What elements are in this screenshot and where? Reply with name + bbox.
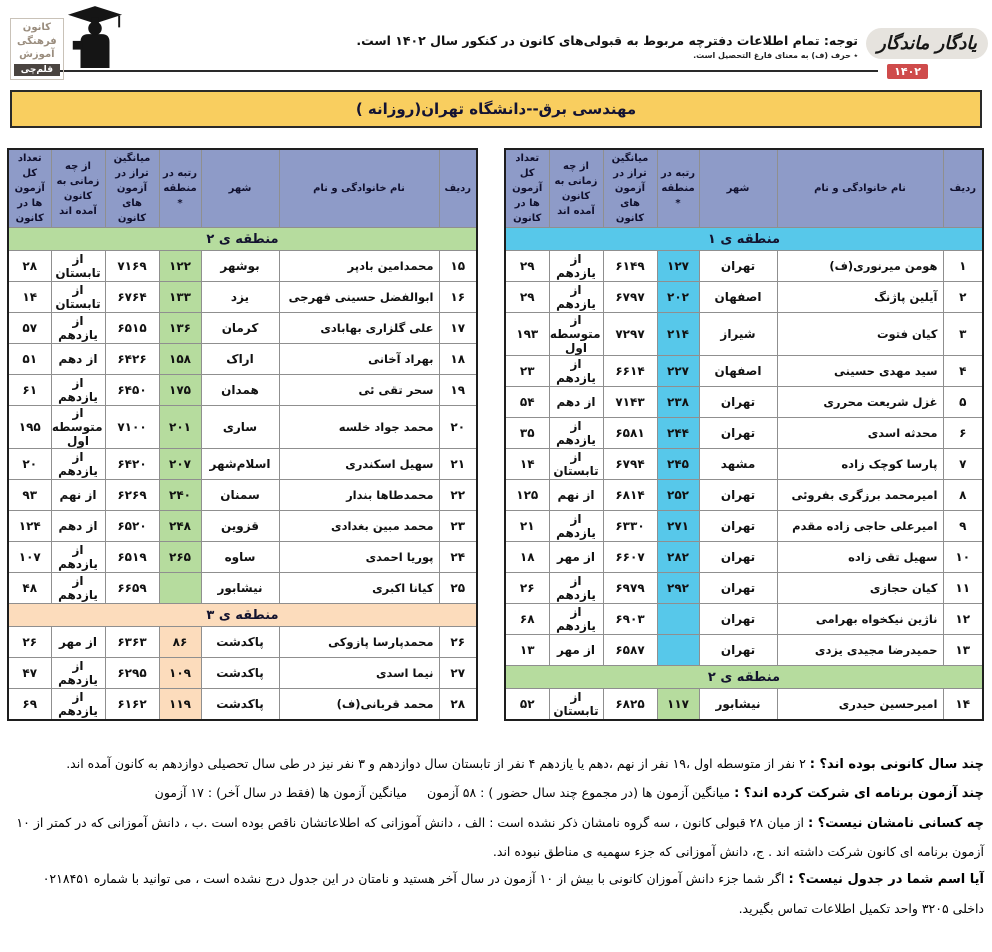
page-title-banner (10, 90, 982, 128)
column-header: میانگین تراز در آزمون های کانون (105, 149, 159, 228)
cell-row-number: ۱۸ (439, 344, 477, 375)
cell-name: علی گلزاری بهابادی (279, 313, 439, 344)
footnote-label: چه کسانی نامشان نیست؟ : (808, 815, 984, 831)
cell-city: اراک (201, 344, 279, 375)
cell-row-number: ۱۰ (943, 542, 983, 573)
cell-region-rank: ۱۳۶ (159, 313, 201, 344)
cell-since-when: از یازدهم (51, 542, 105, 573)
cell-total-exams: ۵۷ (8, 313, 51, 344)
cell-name: هومن میرنوری(ف) (777, 251, 943, 282)
cell-since-when: از یازدهم (51, 658, 105, 689)
cell-name: امیرحسین حیدری (777, 689, 943, 721)
cell-since-when: از یازدهم (549, 418, 603, 449)
column-header: رتبه در منطقه * (159, 149, 201, 228)
cell-region-rank: ۸۶ (159, 627, 201, 658)
cell-region-rank: ۲۰۱ (159, 406, 201, 449)
cell-city: نیشابور (699, 689, 777, 721)
cell-average-score: ۶۳۶۳ (105, 627, 159, 658)
cell-city: قزوین (201, 511, 279, 542)
cell-since-when: از مهر (549, 635, 603, 666)
footnote-label: چند آزمون برنامه ای شرکت کرده اند؟ : (734, 786, 984, 802)
cell-city: تهران (699, 573, 777, 604)
cell-total-exams: ۲۶ (8, 627, 51, 658)
cell-name: محمد مبین بغدادی (279, 511, 439, 542)
cell-since-when: از یازدهم (51, 313, 105, 344)
cell-average-score: ۶۹۰۳ (603, 604, 657, 635)
cell-row-number: ۸ (943, 480, 983, 511)
cell-total-exams: ۶۸ (505, 604, 549, 635)
cell-name: سهیل تقی زاده (777, 542, 943, 573)
cell-name: محدثه اسدی (777, 418, 943, 449)
header-note (298, 33, 858, 60)
table-row (8, 375, 477, 406)
cell-average-score: ۷۱۶۹ (105, 251, 159, 282)
cell-city: تهران (699, 418, 777, 449)
cell-name: سحر تقی ئی (279, 375, 439, 406)
cell-since-when: از مهر (549, 542, 603, 573)
cell-row-number: ۲ (943, 282, 983, 313)
column-header: شهر (699, 149, 777, 228)
table-row (505, 387, 983, 418)
footnote-text: میانگین آزمون ها (در مجموع چند سال حضور ) : ۵۸ آزمون میانگین آزمون ها (فقط در سال آخر) : ۱۷ آزمون (154, 785, 731, 801)
cell-average-score: ۶۵۲۰ (105, 511, 159, 542)
cell-average-score: ۶۴۲۶ (105, 344, 159, 375)
table-row (505, 449, 983, 480)
cell-name: سهیل اسکندری (279, 449, 439, 480)
cell-city: بوشهر (201, 251, 279, 282)
cell-region-rank: ۱۰۹ (159, 658, 201, 689)
cell-city: تهران (699, 387, 777, 418)
footnote-label: چند سال کانونی بوده اند؟ : (809, 757, 984, 772)
cell-since-when: از دهم (51, 511, 105, 542)
cell-average-score: ۶۱۴۹ (603, 251, 657, 282)
cell-total-exams: ۲۱ (505, 511, 549, 542)
cell-region-rank: ۲۸۲ (657, 542, 699, 573)
cell-row-number: ۵ (943, 387, 983, 418)
cell-city: تهران (699, 604, 777, 635)
cell-city: شیراز (699, 313, 777, 356)
cell-region-rank: ۲۹۲ (657, 573, 699, 604)
cell-total-exams: ۴۷ (8, 658, 51, 689)
kanoon-logo-text (10, 18, 64, 80)
table-header-row (505, 149, 983, 228)
cell-region-rank: ۱۱۹ (159, 689, 201, 721)
cell-average-score: ۶۱۶۲ (105, 689, 159, 721)
footnote-text: ۲ نفر از متوسطه اول ،۱۹ نفر از نهم ،دهم یا یازدهم ۴ نفر از تابستان سال دوازدهم و ۳ نفر نیز در طی سال تحصیلی دوازدهم به کانون آمده اند. (66, 756, 806, 771)
cell-total-exams: ۱۲۴ (8, 511, 51, 542)
footnote-text: اگر شما جزء دانش آموزان کانونی با بیش از ۱۰ آزمون در سال آخر هستید و نامتان در این جدول درج نشده است ، می توانید با شماره ۰۲۱۸۴۵۱ داخلی ۳۲۰۵ واحد تکمیل اطلاعات تماس بگیرید. (42, 871, 984, 916)
cell-since-when: از تابستان (549, 449, 603, 480)
cell-average-score: ۶۲۹۵ (105, 658, 159, 689)
region-band-label: منطقه ی ۱ (505, 228, 983, 251)
cell-total-exams: ۱۴ (8, 282, 51, 313)
column-header: میانگین تراز در آزمون های کانون (603, 149, 657, 228)
cell-average-score: ۶۸۱۴ (603, 480, 657, 511)
cell-average-score: ۶۲۶۹ (105, 480, 159, 511)
cell-row-number: ۲۱ (439, 449, 477, 480)
cell-since-when: از یازدهم (51, 689, 105, 721)
cell-row-number: ۲۵ (439, 573, 477, 604)
cell-region-rank: ۲۴۰ (159, 480, 201, 511)
cell-row-number: ۴ (943, 356, 983, 387)
cell-row-number: ۲۴ (439, 542, 477, 573)
cell-region-rank: ۲۱۴ (657, 313, 699, 356)
cell-region-rank: ۲۰۷ (159, 449, 201, 480)
cell-total-exams: ۲۹ (505, 251, 549, 282)
results-table-right-wrap (505, 148, 984, 721)
cell-since-when: از یازدهم (549, 511, 603, 542)
table-row (8, 689, 477, 721)
footnote-label: آیا اسم شما در جدول نیست؟ : (788, 872, 984, 888)
cell-total-exams: ۴۸ (8, 573, 51, 604)
cell-city: ساری (201, 406, 279, 449)
table-row (505, 573, 983, 604)
cell-average-score: ۷۱۰۰ (105, 406, 159, 449)
cell-name: محمدپارسا پازوکی (279, 627, 439, 658)
cell-since-when: از مهر (51, 627, 105, 658)
page-title: مهندسی برق--دانشگاه تهران(روزانه ) (355, 100, 637, 118)
cell-total-exams: ۳۵ (505, 418, 549, 449)
table-row (8, 658, 477, 689)
cell-total-exams: ۱۸ (505, 542, 549, 573)
column-header: تعداد کل آزمون ها در کانون (8, 149, 51, 228)
cell-row-number: ۱۱ (943, 573, 983, 604)
table-row (8, 449, 477, 480)
cell-city: سمنان (201, 480, 279, 511)
cell-since-when: از نهم (51, 480, 105, 511)
column-header: نام خانوادگی و نام (777, 149, 943, 228)
cell-city: همدان (201, 375, 279, 406)
cell-since-when: از متوسطه اول (51, 406, 105, 449)
cell-region-rank: ۲۳۸ (657, 387, 699, 418)
cell-row-number: ۱ (943, 251, 983, 282)
cell-region-rank: ۲۶۵ (159, 542, 201, 573)
table-row (505, 635, 983, 666)
cell-city: تهران (699, 542, 777, 573)
cell-name: حمیدرضا مجیدی یزدی (777, 635, 943, 666)
footnote-paragraph (8, 809, 984, 866)
cell-since-when: از یازدهم (549, 356, 603, 387)
cell-row-number: ۱۵ (439, 251, 477, 282)
cell-region-rank: ۲۲۷ (657, 356, 699, 387)
results-table-rows-15-28 (7, 148, 478, 721)
cell-name: امیرعلی حاجی زاده مقدم (777, 511, 943, 542)
cell-since-when: از یازدهم (549, 604, 603, 635)
cell-average-score: ۶۷۹۷ (603, 282, 657, 313)
column-header: ردیف (943, 149, 983, 228)
cell-row-number: ۱۶ (439, 282, 477, 313)
table-row (505, 418, 983, 449)
cell-total-exams: ۲۹ (505, 282, 549, 313)
cell-region-rank: ۱۵۸ (159, 344, 201, 375)
cell-average-score: ۶۹۷۹ (603, 573, 657, 604)
cell-total-exams: ۱۹۵ (8, 406, 51, 449)
cell-city: نیشابور (201, 573, 279, 604)
column-header: از چه زمانی به کانون آمده اند (549, 149, 603, 228)
cell-region-rank: ۱۱۷ (657, 689, 699, 721)
cell-city: اصفهان (699, 282, 777, 313)
cell-since-when: از یازدهم (549, 573, 603, 604)
cell-since-when: از تابستان (51, 251, 105, 282)
footnote-paragraph (8, 750, 984, 779)
cell-average-score: ۶۶۵۹ (105, 573, 159, 604)
region-band-label: منطقه ی ۲ (505, 666, 983, 689)
kanoon-logo-line: آموزش (19, 49, 55, 60)
cell-region-rank (657, 604, 699, 635)
cell-row-number: ۲۸ (439, 689, 477, 721)
cell-region-rank: ۲۴۸ (159, 511, 201, 542)
footnote-paragraph (8, 865, 984, 922)
cell-city: پاکدشت (201, 689, 279, 721)
cell-average-score: ۶۴۲۰ (105, 449, 159, 480)
cell-row-number: ۷ (943, 449, 983, 480)
cell-average-score: ۶۷۶۴ (105, 282, 159, 313)
cell-region-rank: ۲۰۲ (657, 282, 699, 313)
cell-name: محمد جواد خلسه (279, 406, 439, 449)
cell-total-exams: ۵۴ (505, 387, 549, 418)
cell-row-number: ۹ (943, 511, 983, 542)
table-row (8, 542, 477, 573)
cell-total-exams: ۱۴ (505, 449, 549, 480)
cell-name: آیلین پاژنگ (777, 282, 943, 313)
cell-name: بهراد آخانی (279, 344, 439, 375)
cell-city: کرمان (201, 313, 279, 344)
cell-row-number: ۱۴ (943, 689, 983, 721)
results-table-left-wrap (8, 148, 478, 721)
cell-average-score: ۶۳۳۰ (603, 511, 657, 542)
cell-region-rank: ۲۴۴ (657, 418, 699, 449)
cell-name: ناژین نیکخواه بهرامی (777, 604, 943, 635)
cell-name: محمدطاها بندار (279, 480, 439, 511)
cell-name: کیان حجازی (777, 573, 943, 604)
cell-region-rank: ۱۲۷ (657, 251, 699, 282)
table-row (505, 604, 983, 635)
cell-average-score: ۶۵۸۱ (603, 418, 657, 449)
cell-row-number: ۲۲ (439, 480, 477, 511)
cell-row-number: ۱۳ (943, 635, 983, 666)
cell-region-rank: ۲۵۲ (657, 480, 699, 511)
region-band-row (505, 228, 983, 251)
cell-row-number: ۲۶ (439, 627, 477, 658)
cell-since-when: از دهم (549, 387, 603, 418)
cell-row-number: ۲۰ (439, 406, 477, 449)
cell-average-score: ۶۵۱۹ (105, 542, 159, 573)
cell-total-exams: ۲۰ (8, 449, 51, 480)
cell-name: محمدامین بادپر (279, 251, 439, 282)
yadegar-logo (866, 28, 988, 78)
table-row (505, 282, 983, 313)
cell-total-exams: ۹۳ (8, 480, 51, 511)
note-line-1: توجه: تمام اطلاعات دفترچه مربوط به قبولی‌های کانون در کنکور سال ۱۴۰۲ است. (356, 33, 858, 48)
table-row (505, 480, 983, 511)
column-header: ردیف (439, 149, 477, 228)
cell-name: پارسا کوچک زاده (777, 449, 943, 480)
cell-name: کیانا اکبری (279, 573, 439, 604)
cell-since-when: از یازدهم (549, 251, 603, 282)
yadegar-logo-title: یادگار ماندگار (866, 28, 988, 59)
cell-city: تهران (699, 480, 777, 511)
cell-row-number: ۳ (943, 313, 983, 356)
table-row (8, 627, 477, 658)
cell-row-number: ۲۷ (439, 658, 477, 689)
table-row (8, 313, 477, 344)
cell-total-exams: ۵۲ (505, 689, 549, 721)
cell-city: پاکدشت (201, 658, 279, 689)
cell-city: تهران (699, 635, 777, 666)
cell-average-score: ۷۱۴۳ (603, 387, 657, 418)
cell-average-score: ۶۶۰۷ (603, 542, 657, 573)
cell-city: اصفهان (699, 356, 777, 387)
table-header-row (8, 149, 477, 228)
cell-row-number: ۱۲ (943, 604, 983, 635)
cell-region-rank: ۱۳۳ (159, 282, 201, 313)
region-band-label: منطقه ی ۳ (8, 604, 477, 627)
kanoon-logo-line: کانون (22, 22, 51, 33)
cell-total-exams: ۱۲۵ (505, 480, 549, 511)
region-band-row (8, 604, 477, 627)
cell-city: پاکدشت (201, 627, 279, 658)
cell-average-score: ۶۴۵۰ (105, 375, 159, 406)
cell-row-number: ۱۷ (439, 313, 477, 344)
cell-region-rank: ۱۲۲ (159, 251, 201, 282)
table-row (8, 573, 477, 604)
table-row (8, 251, 477, 282)
table-row (505, 356, 983, 387)
cell-region-rank (159, 573, 201, 604)
column-header: رتبه در منطقه * (657, 149, 699, 228)
results-table-rows-1-14 (504, 148, 984, 721)
kanoon-logo (10, 4, 124, 80)
cell-name: امیرمحمد برزگری بفروئی (777, 480, 943, 511)
cell-city: اسلام‌شهر (201, 449, 279, 480)
table-row (8, 511, 477, 542)
cell-row-number: ۲۳ (439, 511, 477, 542)
table-row (505, 542, 983, 573)
table-row (8, 480, 477, 511)
table-row (8, 406, 477, 449)
cell-name: محمد قربانی(ف) (279, 689, 439, 721)
cell-total-exams: ۵۱ (8, 344, 51, 375)
kanoon-logo-line: فرهنگی (17, 35, 57, 47)
cell-average-score: ۶۷۹۴ (603, 449, 657, 480)
column-header: نام خانوادگی و نام (279, 149, 439, 228)
cell-region-rank: ۱۷۵ (159, 375, 201, 406)
cell-region-rank: ۲۴۵ (657, 449, 699, 480)
cell-since-when: از دهم (51, 344, 105, 375)
cell-name: پوریا احمدی (279, 542, 439, 573)
cell-name: سید مهدی حسینی (777, 356, 943, 387)
year-badge: ۱۴۰۲ (885, 62, 930, 81)
cell-average-score: ۶۵۱۵ (105, 313, 159, 344)
cell-region-rank: ۲۷۱ (657, 511, 699, 542)
cell-total-exams: ۱۹۳ (505, 313, 549, 356)
cell-total-exams: ۶۱ (8, 375, 51, 406)
cell-city: تهران (699, 251, 777, 282)
region-band-row (8, 228, 477, 251)
table-row (8, 282, 477, 313)
note-line-2: ٭ حرف (ف) به معنای فارغ التحصیل است. (693, 51, 858, 60)
footnotes (8, 750, 984, 922)
cell-total-exams: ۱۳ (505, 635, 549, 666)
region-band-row (505, 666, 983, 689)
cell-total-exams: ۶۹ (8, 689, 51, 721)
cell-total-exams: ۲۸ (8, 251, 51, 282)
cell-name: نیما اسدی (279, 658, 439, 689)
cell-name: ابوالفضل حسینی فهرجی (279, 282, 439, 313)
cell-total-exams: ۲۶ (505, 573, 549, 604)
cell-since-when: از تابستان (549, 689, 603, 721)
cell-name: کیان فتوت (777, 313, 943, 356)
cell-city: ساوه (201, 542, 279, 573)
cell-average-score: ۷۲۹۷ (603, 313, 657, 356)
footnote-text: از میان ۲۸ قبولی کانون ، سه گروه نامشان ذکر نشده است : الف ، دانش آموزانی که اطلاعاتشان ناقص بوده است .ب ، دانش آموزانی که در کمتر از ۱۰ آزمون برنامه ای کانون شرکت داشته اند . ج، دانش آموزانی که جزء سهمیه ی مناطق نبوده اند. (16, 814, 984, 859)
table-row (505, 689, 983, 721)
table-row (505, 313, 983, 356)
cell-city: تهران (699, 511, 777, 542)
header-divider (28, 70, 878, 72)
cell-name: غزل شریعت محرری (777, 387, 943, 418)
cell-row-number: ۱۹ (439, 375, 477, 406)
cell-total-exams: ۲۳ (505, 356, 549, 387)
column-header: از چه زمانی به کانون آمده اند (51, 149, 105, 228)
table-row (505, 251, 983, 282)
cell-average-score: ۶۶۱۴ (603, 356, 657, 387)
region-band-label: منطقه ی ۲ (8, 228, 477, 251)
cell-since-when: از یازدهم (51, 449, 105, 480)
cell-total-exams: ۱۰۷ (8, 542, 51, 573)
cell-city: مشهد (699, 449, 777, 480)
cell-row-number: ۶ (943, 418, 983, 449)
kanoon-logo-box: قلم‌چی (14, 64, 60, 76)
column-header: شهر (201, 149, 279, 228)
cell-since-when: از متوسطه اول (549, 313, 603, 356)
cell-since-when: از نهم (549, 480, 603, 511)
cell-city: یزد (201, 282, 279, 313)
cell-average-score: ۶۸۲۵ (603, 689, 657, 721)
table-row (505, 511, 983, 542)
cell-since-when: از یازدهم (51, 375, 105, 406)
column-header: تعداد کل آزمون ها در کانون (505, 149, 549, 228)
cell-since-when: از تابستان (51, 282, 105, 313)
footnote-paragraph (8, 779, 984, 808)
cell-average-score: ۶۵۸۷ (603, 635, 657, 666)
cell-region-rank (657, 635, 699, 666)
table-row (8, 344, 477, 375)
cell-since-when: از یازدهم (51, 573, 105, 604)
graduate-icon (66, 6, 124, 70)
cell-since-when: از یازدهم (549, 282, 603, 313)
